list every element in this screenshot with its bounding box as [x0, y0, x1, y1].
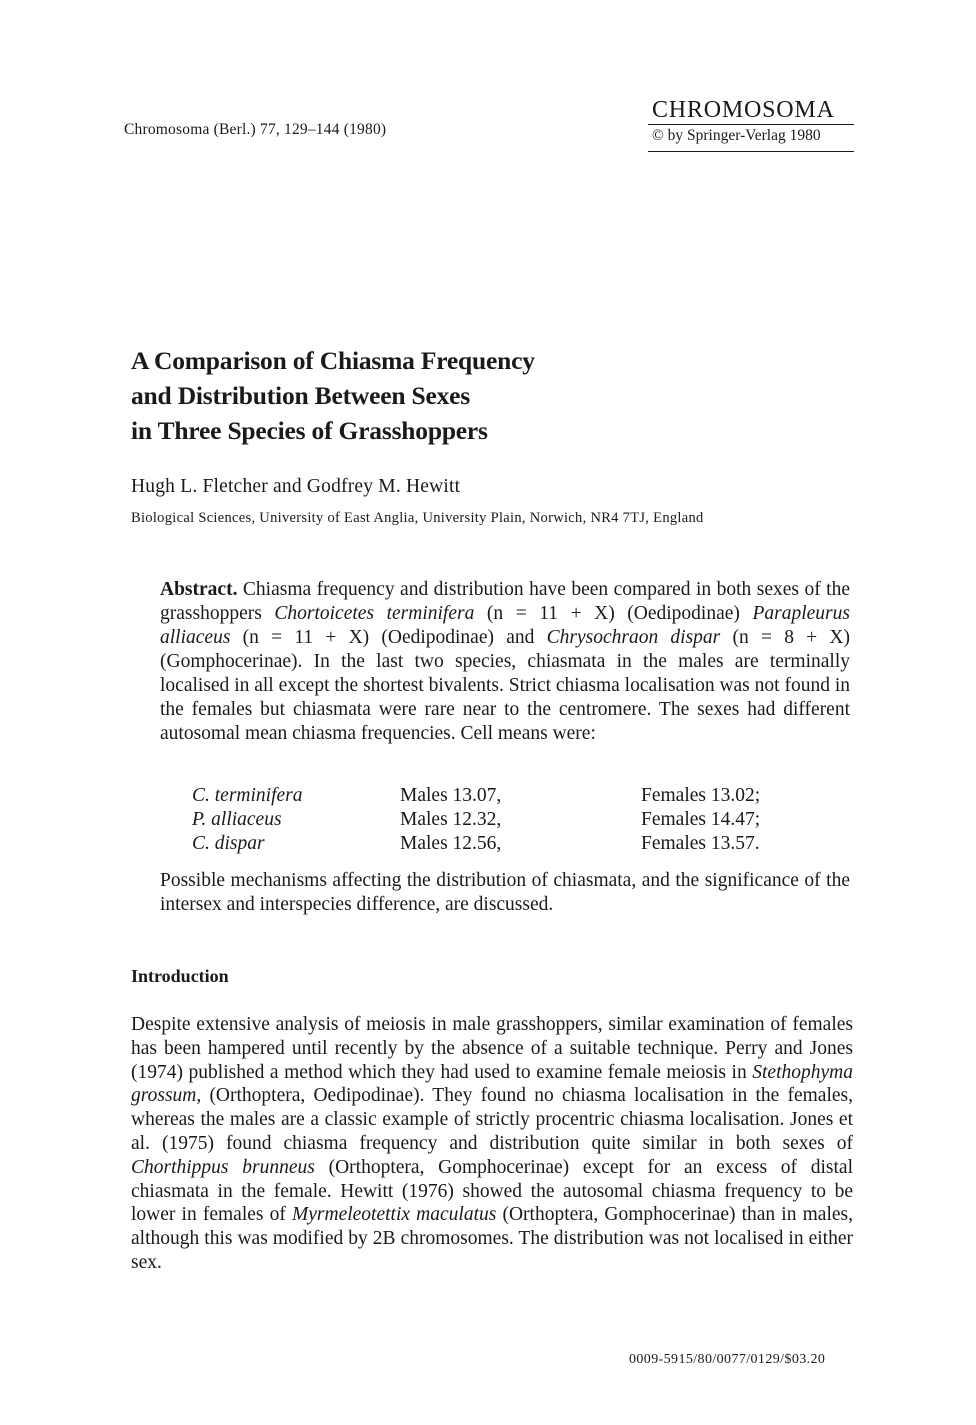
affiliation: Biological Sciences, University of East Anglia, University Plain, Norwich, NR4 7TJ, England — [131, 510, 704, 526]
introduction-paragraph — [131, 1013, 853, 1275]
body-text: (Orthoptera, Gomphocerinae) than in males, although this was modified by 2B chromosomes. The distribution was not localised in either sex. — [131, 1204, 853, 1273]
species-name: Stethophyma grossum, — [131, 1061, 853, 1107]
males-cell: Males 12.32, — [400, 809, 502, 830]
journal-citation: Chromosoma (Berl.) 77, 129–144 (1980) — [124, 121, 387, 138]
species-name: Chorthippus brunneus — [131, 1156, 315, 1178]
abstract-text: (n = 11 + X) (Oedipodinae) and — [230, 627, 547, 648]
article-code: 0009-5915/80/0077/0129/$03.20 — [629, 1352, 826, 1367]
species-name: Chortoicetes terminifera — [274, 603, 475, 624]
body-text: (Orthoptera, Gomphocerinae) except for an excess of distal chiasmata in the female. Hewitt (1976) showed the autosomal chiasma frequency to be lower in females of — [131, 1156, 853, 1226]
title-line: and Distribution Between Sexes — [131, 381, 470, 410]
abstract-label: Abstract. — [160, 579, 238, 600]
abstract-text: (n = 11 + X) (Oedipodinae) — [474, 603, 753, 624]
journal-masthead — [648, 96, 854, 152]
abstract-text: Chiasma frequency and distribution have been compared in both sexes of the grasshoppers — [160, 579, 850, 624]
species-cell: C. dispar — [192, 833, 265, 854]
table-row — [192, 808, 812, 832]
body-text: (Orthoptera, Oedipodinae). They found no chiasma localisation in the females, whereas the males are a classic example of strictly procentric chiasma localisation. Jones et al. (1975) found chiasma frequency and distribution quite similar in both sexes of — [131, 1085, 853, 1154]
section-heading-introduction: Introduction — [131, 966, 229, 986]
species-cell: P. alliaceus — [192, 809, 282, 830]
authors: Hugh L. Fletcher and Godfrey M. Hewitt — [131, 476, 461, 497]
abstract-closing: Possible mechanisms affecting the distribution of chiasmata, and the significance of the intersex and interspecies difference, are discussed. — [160, 870, 850, 915]
species-cell: C. terminifera — [192, 785, 303, 806]
chiasma-means-table — [192, 784, 812, 856]
title-line: A Comparison of Chiasma Frequency — [131, 346, 535, 375]
females-cell: Females 13.02; — [641, 785, 761, 806]
species-name: Chrysochraon dispar — [546, 627, 721, 648]
males-cell: Males 13.07, — [400, 785, 502, 806]
table-row — [192, 784, 812, 808]
species-name: Parapleurus alliaceus — [160, 603, 850, 648]
body-text: Despite extensive analysis of meiosis in male grasshoppers, similar examination of females has been hampered until recently by the absence of a suitable technique. Perry and Jones (1974) published a method which they had used to examine female meiosis in — [131, 1014, 853, 1083]
paper-title — [131, 343, 831, 448]
females-cell: Females 13.57. — [641, 833, 760, 854]
copyright-notice: © by Springer-Verlag 1980 — [648, 125, 854, 152]
species-name: Myrmeleotettix maculatus — [292, 1204, 497, 1226]
females-cell: Females 14.47; — [641, 809, 761, 830]
journal-name: CHROMOSOMA — [648, 96, 854, 125]
table-row — [192, 832, 812, 856]
abstract-text: (n = 8 + X) (Gomphocerinae). In the last two species, chiasmata in the males are terminally localised in all except the shortest bivalents. Strict chiasma localisation was not found in the females but chiasmata were rare near to the centromere. The sexes had different autosomal mean chiasma frequencies. Cell means were: — [160, 627, 850, 744]
males-cell: Males 12.56, — [400, 833, 502, 854]
abstract-paragraph — [160, 578, 850, 746]
title-line: in Three Species of Grasshoppers — [131, 416, 488, 445]
